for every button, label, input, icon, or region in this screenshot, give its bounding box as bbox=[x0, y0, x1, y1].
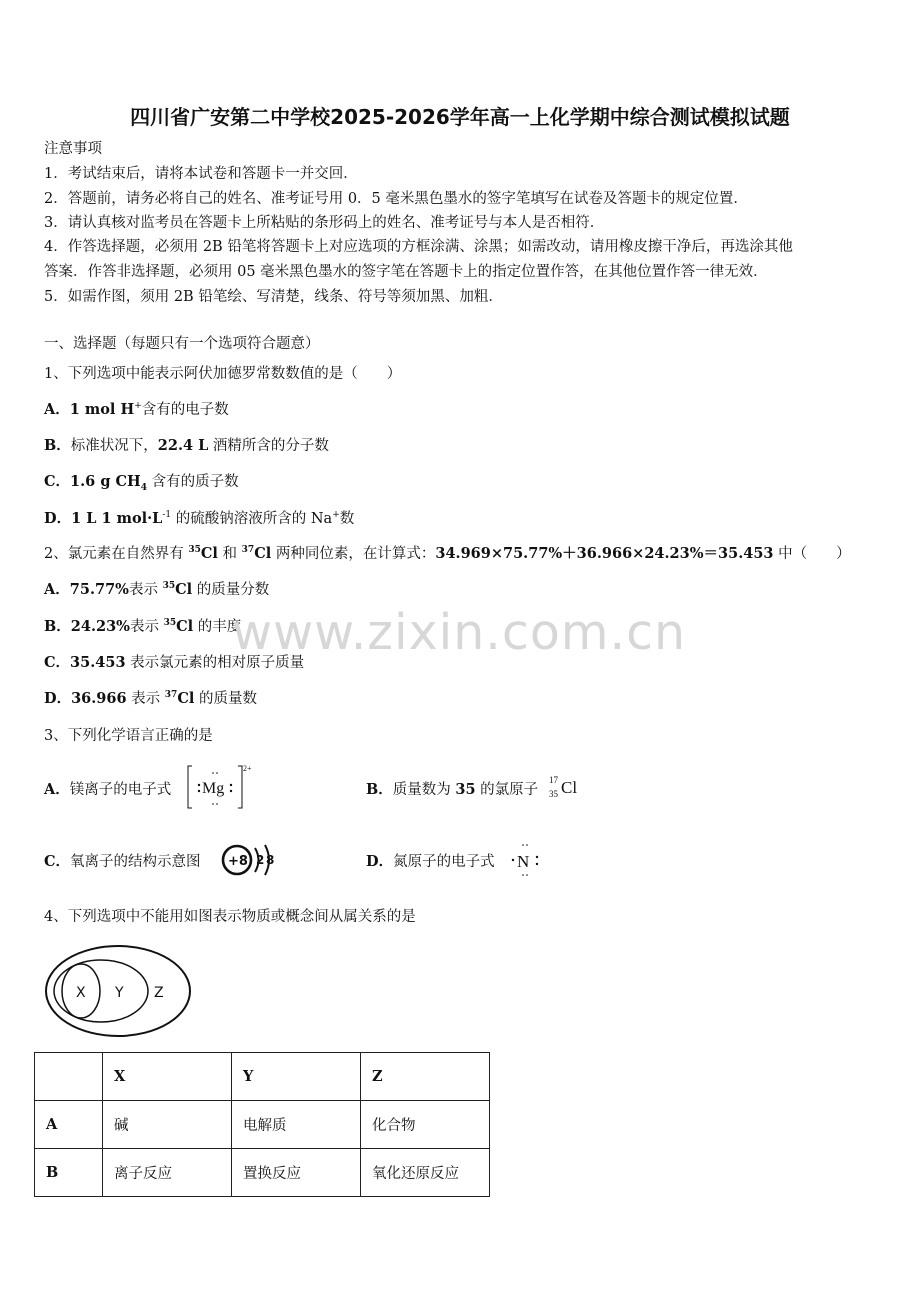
svg-text:+8: +8 bbox=[228, 854, 248, 869]
svg-text:Cl: Cl bbox=[561, 778, 578, 797]
table-cell: A bbox=[35, 1101, 103, 1149]
q1-option-b: B．标准状况下，22.4 L 酒精所含的分子数 bbox=[44, 437, 329, 454]
q1-option-d: D．1 L 1 $mol\cdot L^{-1}$ 的硫酸钠溶液所含的 Na+数 bbox=[44, 510, 355, 527]
table-cell: 电解质 bbox=[232, 1101, 361, 1149]
label-z: Z bbox=[154, 985, 164, 1001]
notice-heading: 注意事项 bbox=[44, 141, 102, 157]
table-cell: 置换反应 bbox=[232, 1149, 361, 1197]
section-heading: 一、选择题（每题只有一个选项符合题意） bbox=[44, 336, 320, 352]
table-cell bbox=[35, 1053, 103, 1101]
page-title: 四川省广安第二中学校2025-2026学年高一上化学期中综合测试模拟试题 bbox=[130, 105, 790, 129]
q1-option-a: A．1 mol H+含有的电子数 bbox=[44, 401, 229, 418]
q2-option-a: A．75.77%表示 $^{35}$Cl 的质量分数 bbox=[44, 581, 270, 598]
table-header-cell: Z bbox=[361, 1053, 490, 1101]
mg-symbol: Mg bbox=[202, 780, 225, 797]
q2-option-b: B．24.23%表示 $^{35}$Cl 的丰度 bbox=[44, 618, 242, 635]
table-cell: 化合物 bbox=[361, 1101, 490, 1149]
notice-item: 3．请认真核对监考员在答题卡上所粘贴的条形码上的姓名、准考证号与本人是否相符． bbox=[44, 215, 605, 231]
label-y: Y bbox=[115, 985, 124, 1001]
q3-option-a: A．镁离子的电子式 bbox=[44, 781, 172, 798]
table-row bbox=[35, 1149, 490, 1197]
question-3-stem: 3、下列化学语言正确的是 bbox=[44, 728, 213, 744]
svg-text:N: N bbox=[517, 852, 530, 871]
q4-options-table bbox=[34, 1052, 490, 1197]
notice-item: 5．如需作图，须用 2B 铅笔绘、写清楚，线条、符号等须加黑、加粗． bbox=[44, 289, 503, 305]
table-cell: 氧化还原反应 bbox=[361, 1149, 490, 1197]
svg-text:8: 8 bbox=[266, 853, 275, 867]
watermark: www.zixin.com.cn bbox=[232, 604, 687, 661]
q1-option-c: C．1.6 g $CH_4$ 含有的质子数 bbox=[44, 473, 239, 493]
svg-text:2: 2 bbox=[256, 853, 265, 867]
question-4-stem: 4、下列选项中不能用如图表示物质或概念间从属关系的是 bbox=[44, 909, 416, 925]
svg-text:17: 17 bbox=[549, 775, 558, 785]
question-1-stem: 1、下列选项中能表示阿伏加德罗常数数值的是（ ） bbox=[44, 366, 402, 382]
table-cell: B bbox=[35, 1149, 103, 1197]
q2-option-d: D．36.966 表示 $^{37}$Cl 的质量数 bbox=[44, 690, 257, 707]
notice-item: 1．考试结束后，请将本试卷和答题卡一并交回． bbox=[44, 166, 358, 182]
label-x: X bbox=[76, 985, 86, 1001]
mg-charge: 2+ bbox=[243, 764, 252, 773]
table-header-row bbox=[35, 1053, 490, 1101]
table-header-cell: Y bbox=[232, 1053, 361, 1101]
q3-option-b: B．质量数为 35 的氯原子 bbox=[366, 781, 539, 798]
notice-item: 4．作答选择题，必须用 2B 铅笔将答题卡上对应选项的方框涂满、涂黑；如需改动，请用橡皮擦干净后，再选涂其他 bbox=[44, 239, 793, 255]
notice-item: 答案．作答非选择题，必须用 05 毫米黑色墨水的签字笔在答题卡上的指定位置作答，在其他位置作答一律无效． bbox=[44, 264, 768, 280]
q3-option-d: D．氮原子的电子式 bbox=[366, 853, 495, 870]
table-row bbox=[35, 1101, 490, 1149]
q2-option-c: C．35.453 表示氯元素的相对原子质量 bbox=[44, 654, 305, 671]
oxygen-ion-structure-diagram bbox=[220, 840, 282, 880]
svg-text:35: 35 bbox=[549, 789, 558, 799]
table-header-cell: X bbox=[103, 1053, 232, 1101]
table-cell: 离子反应 bbox=[103, 1149, 232, 1197]
mg-ion-electron-formula bbox=[186, 762, 256, 812]
table-cell: 碱 bbox=[103, 1101, 232, 1149]
notice-item: 2．答题前，请务必将自己的姓名、准考证号用 0．5 毫米黑色墨水的签字笔填写在试卷及答题卡的规定位置． bbox=[44, 191, 748, 207]
question-2-stem: 2、氯元素在自然界有 $^{35}$Cl 和 $^{37}$Cl 两种同位素，在计算式：34.969×75.77%＋36.966×24.23%＝35.453 中（ ） bbox=[44, 545, 851, 562]
xyz-nested-ellipses-diagram bbox=[40, 940, 200, 1044]
q3-option-c: C．氧离子的结构示意图 bbox=[44, 853, 201, 870]
nitrogen-electron-formula bbox=[508, 840, 544, 878]
chlorine-nuclide-symbol bbox=[546, 772, 586, 800]
